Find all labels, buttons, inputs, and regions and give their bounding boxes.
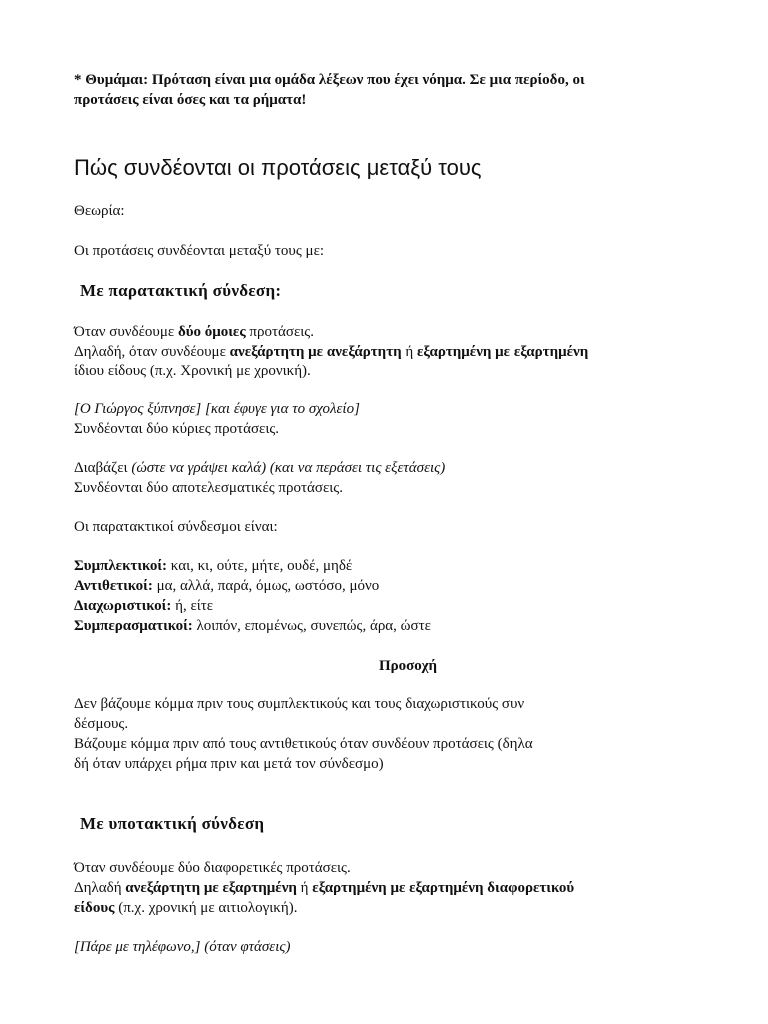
subordinate-example-1 (74, 937, 290, 957)
subordinate-definition-line-3 (74, 898, 297, 918)
note-1-line-2: δέσμους. (74, 716, 129, 732)
conjunction-row (74, 596, 213, 616)
paratactic-example-1-note: Συνδέονται δύο κύριες προτάσεις. (74, 421, 280, 437)
text-run: Διαβάζει (74, 460, 132, 476)
conjunction-row (74, 616, 431, 636)
conjunctions-intro: Οι παρατακτικοί σύνδεσμοι είναι: (74, 519, 278, 535)
paratactic-definition-line-3: ίδιου είδους (π.χ. Χρονική με χρονική). (74, 363, 311, 379)
text-run-italic: (ώστε να γράψει καλά) (και να περάσει τις εξετάσεις) (131, 460, 446, 476)
attention-heading: Προσοχή (378, 658, 438, 674)
subordinate-definition-line-2 (74, 878, 574, 898)
paratactic-heading-label: Με παρατακτική σύνδεση: (80, 281, 282, 300)
paratactic-heading (74, 281, 281, 301)
paratactic-definition-line-2 (74, 342, 588, 362)
conjunction-words: και, κι, ούτε, μήτε, ουδέ, μηδέ (167, 558, 353, 574)
paratactic-example-2 (74, 458, 445, 478)
conjunction-words: μα, αλλά, παρά, όμως, ωστόσο, μόνο (152, 578, 380, 594)
paratactic-definition-line-1 (74, 322, 314, 342)
text-run: (π.χ. χρονική με αιτιολογική). (114, 900, 298, 916)
text-run-bold: ανεξάρτητη με εξαρτημένη (125, 880, 297, 896)
text-run: Δηλαδή, όταν συνδέουμε (74, 344, 230, 360)
conjunction-words: λοιπόν, επομένως, συνεπώς, άρα, ώστε (192, 618, 431, 634)
note-1-line-1: Δεν βάζουμε κόμμα πριν τους συμπλεκτικούς και τους διαχωριστικούς συν (74, 696, 525, 712)
conjunction-label: Αντιθετικοί: (74, 578, 153, 594)
note-2-line-1: Βάζουμε κόμμα πριν από τους αντιθετικούς όταν συνδέουν προτάσεις (δηλα (74, 736, 533, 752)
text-run-bold: ανεξάρτητη με ανεξάρτητη (229, 344, 402, 360)
text-run-bold: είδους (74, 900, 115, 916)
conjunction-row (74, 556, 352, 576)
text-run-bold: δύο όμοιες (177, 324, 246, 340)
subordinate-definition-line-1: Όταν συνδέουμε δύο διαφορετικές προτάσεις. (74, 860, 351, 876)
conjunction-label: Διαχωριστικοί: (74, 598, 172, 614)
conjunction-words: ή, είτε (171, 598, 214, 614)
subordinate-heading (74, 814, 264, 834)
theory-label: Θεωρία: (74, 203, 125, 219)
text-run: Όταν συνδέουμε (74, 324, 178, 340)
conjunction-label: Συμπερασματικοί: (74, 618, 193, 634)
text-run-bold: εξαρτημένη με εξαρτημένη (417, 344, 589, 360)
note-2-line-2: δή όταν υπάρχει ρήμα πριν και μετά τον σύνδεσμο) (74, 756, 384, 772)
conjunction-label: Συμπλεκτικοί: (74, 558, 168, 574)
intro-line-2: προτάσεις είναι όσες και τα ρήματα! (74, 92, 307, 108)
subordinate-heading-label: Με υποτακτική σύνδεση (80, 814, 265, 833)
conjunction-row (74, 576, 379, 596)
paratactic-example-1: [Ο Γιώργος ξύπνησε] [και έφυγε για το σχολείο] (74, 401, 360, 417)
paratactic-example-2-note: Συνδέονται δύο αποτελεσματικές προτάσεις. (74, 480, 343, 496)
text-run-italic: [Πάρε με τηλέφωνο,] (74, 939, 201, 955)
page-title: Πώς συνδέονται οι προτάσεις μεταξύ τους (74, 155, 482, 180)
text-run-bold: εξαρτημένη με εξαρτημένη διαφορετικού (312, 880, 575, 896)
text-run: Δηλαδή (74, 880, 126, 896)
intro-line-1: * Θυμάμαι: Πρόταση είναι μια ομάδα λέξεων που έχει νόημα. Σε μια περίοδο, οι (74, 72, 585, 88)
text-run: ή (296, 880, 313, 896)
text-run-italic: (όταν φτάσεις) (200, 939, 291, 955)
text-run: προτάσεις. (245, 324, 314, 340)
theory-intro: Οι προτάσεις συνδέονται μεταξύ τους με: (74, 243, 325, 259)
text-run: ή (401, 344, 417, 360)
